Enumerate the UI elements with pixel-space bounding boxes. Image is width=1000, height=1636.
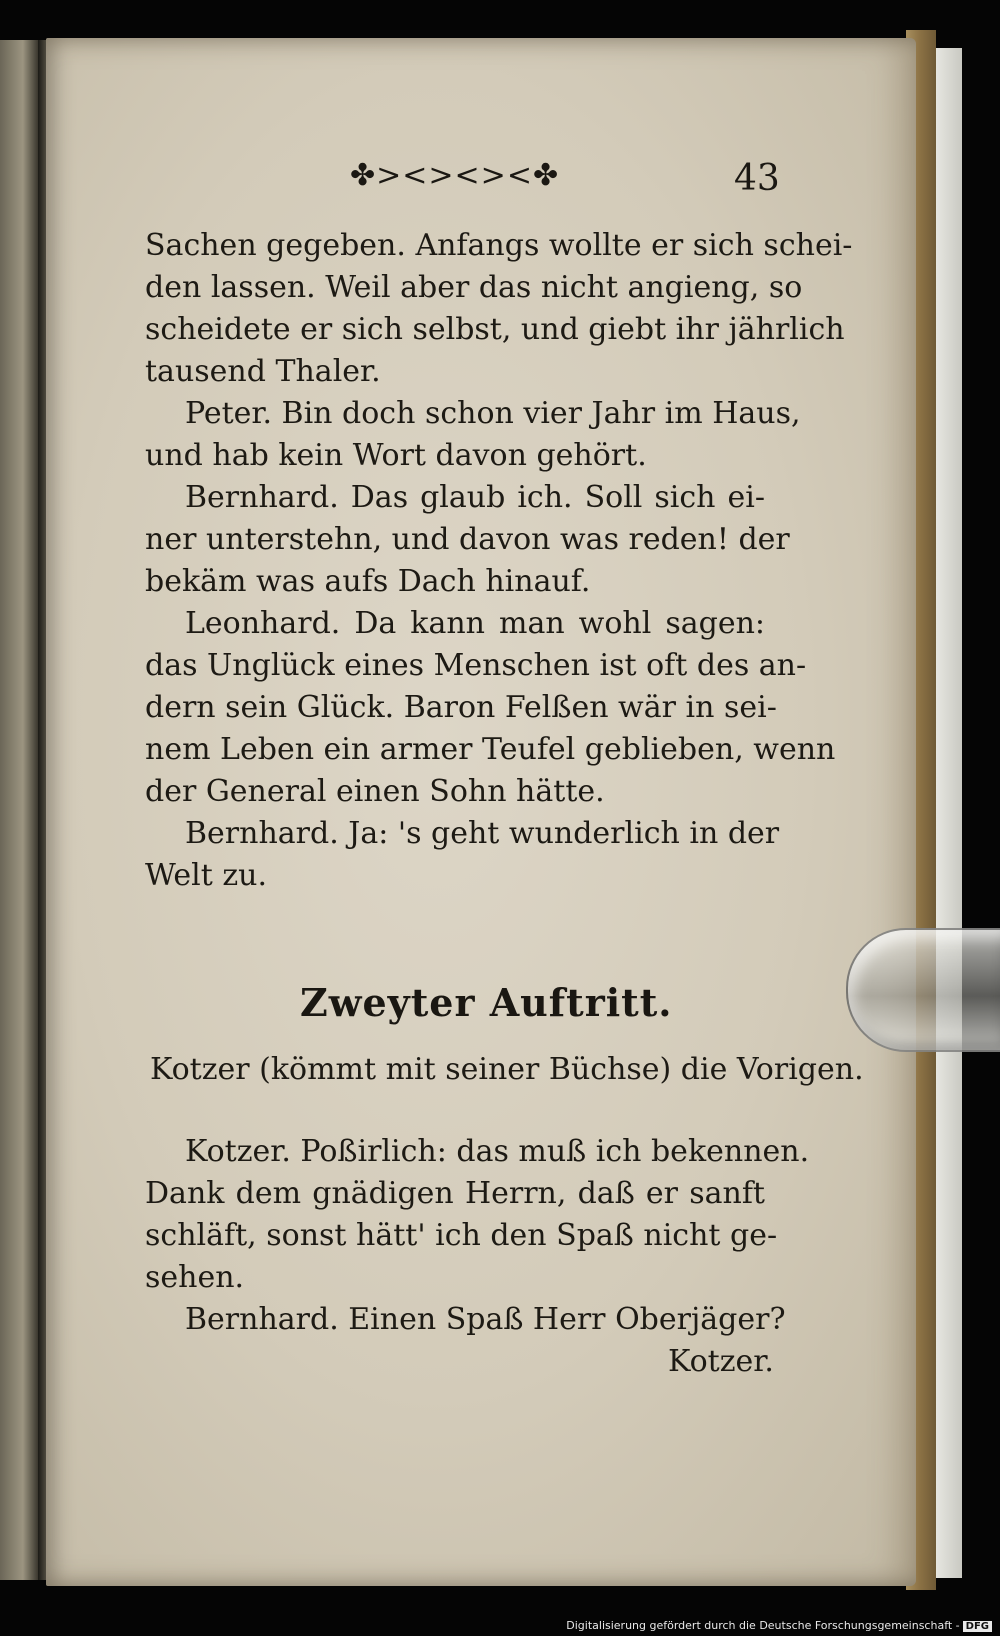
text-line: Bernhard. Das glaub ich. Soll sich ei- — [185, 480, 765, 515]
text-line: Bernhard. Einen Spaß Herr Oberjäger? — [185, 1302, 786, 1337]
text-line: Bernhard. Ja: 's geht wunderlich in der — [185, 816, 780, 851]
text-line: scheidete er sich selbst, und giebt ihr jährlich — [145, 312, 845, 347]
text-line: Kotzer. Poßirlich: das muß ich bekennen. — [185, 1134, 810, 1169]
footer-credit — [566, 1619, 992, 1632]
text-line: das Unglück eines Menschen ist oft des an- — [145, 648, 807, 683]
text-line: Dank dem gnädigen Herrn, daß er sanft — [145, 1176, 765, 1211]
catchword: Kotzer. — [668, 1344, 774, 1379]
text-line: ner unterstehn, und davon was reden! der — [145, 522, 790, 557]
text-line: tausend Thaler. — [145, 354, 381, 389]
scene-heading: Zweyter Auftritt. — [300, 980, 673, 1025]
stage-direction: Kotzer (kömmt mit seiner Büchse) die Vorigen. — [150, 1052, 864, 1087]
footer-text: Digitalisierung gefördert durch die Deutsche Forschungsgemeinschaft - — [566, 1619, 960, 1632]
text-line: Sachen gegeben. Anfangs wollte er sich schei- — [145, 228, 853, 263]
text-line: bekäm was aufs Dach hinauf. — [145, 564, 591, 599]
text-line: schläft, sonst hätt' ich den Spaß nicht ge- — [145, 1218, 778, 1253]
text-line: Peter. Bin doch schon vier Jahr im Haus, — [185, 396, 801, 431]
text-line: Leonhard. Da kann man wohl sagen: — [185, 606, 765, 641]
text-line: nem Leben ein armer Teufel geblieben, wenn — [145, 732, 836, 767]
text-line: sehen. — [145, 1260, 245, 1295]
text-line: den lassen. Weil aber das nicht angieng, so — [145, 270, 803, 305]
header-ornament: ✤><><><✤ — [350, 158, 560, 193]
page-number: 43 — [734, 158, 780, 199]
text-line: Welt zu. — [145, 858, 267, 893]
text-line: dern sein Glück. Baron Felßen wär in sei- — [145, 690, 777, 725]
facing-page-edge — [0, 40, 38, 1580]
text-line: der General einen Sohn hätte. — [145, 774, 605, 809]
paper-stack-edge — [936, 48, 962, 1578]
text-line: und hab kein Wort davon gehört. — [145, 438, 647, 473]
dfg-logo: DFG — [963, 1621, 992, 1632]
glass-page-clip — [846, 928, 1000, 1052]
